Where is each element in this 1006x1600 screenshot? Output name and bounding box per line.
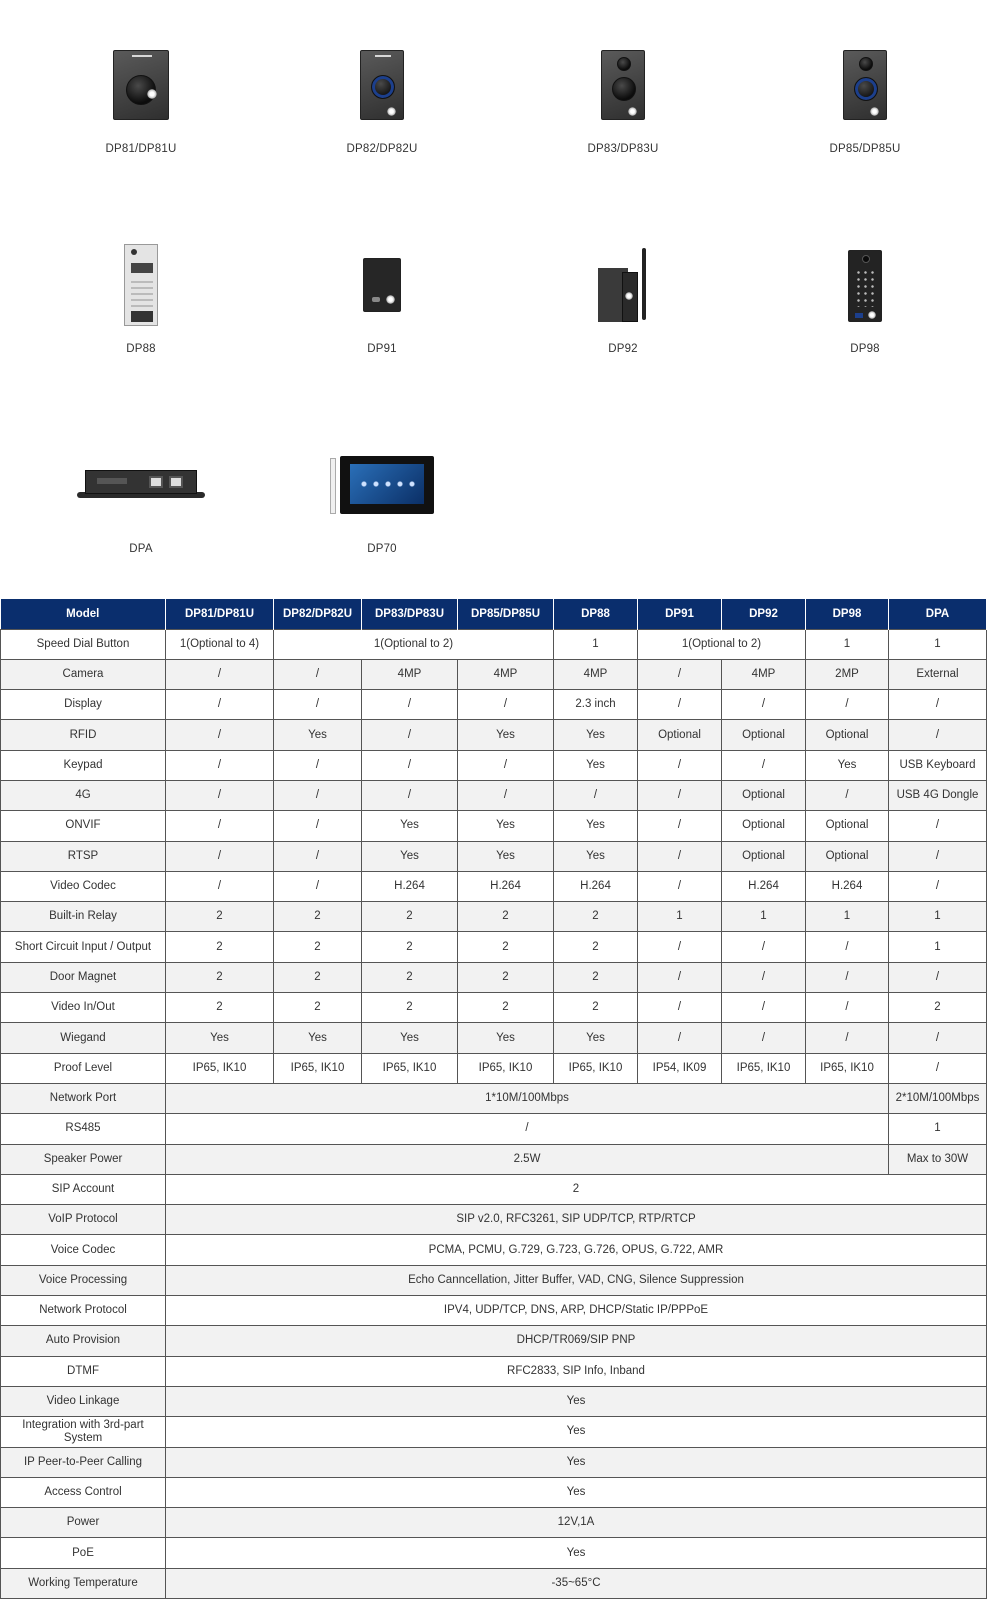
table-cell: IP65, IK10 — [362, 1053, 458, 1083]
table-row — [1, 1326, 987, 1356]
table-row — [1, 1356, 987, 1386]
table-row — [1, 1568, 987, 1598]
row-label: VoIP Protocol — [1, 1205, 166, 1235]
table-row — [1, 750, 987, 780]
product-name: DP81/DP81U — [105, 143, 177, 155]
table-cell: / — [638, 659, 722, 689]
row-label: Auto Provision — [1, 1326, 166, 1356]
spec-table — [0, 599, 987, 1599]
table-row — [1, 1053, 987, 1083]
table-cell: IP65, IK10 — [806, 1053, 889, 1083]
table-cell: IP65, IK10 — [458, 1053, 554, 1083]
table-cell: H.264 — [554, 871, 638, 901]
table-row — [1, 1265, 987, 1295]
table-cell: 4MP — [458, 659, 554, 689]
table-cell: 2 — [274, 993, 362, 1023]
table-cell: SIP v2.0, RFC3261, SIP UDP/TCP, RTP/RTCP — [166, 1205, 987, 1235]
table-cell: / — [274, 750, 362, 780]
table-cell: Yes — [362, 841, 458, 871]
row-label: Network Protocol — [1, 1296, 166, 1326]
table-cell: Echo Canncellation, Jitter Buffer, VAD, CNG, Silence Suppression — [166, 1265, 987, 1295]
table-cell: Yes — [362, 1023, 458, 1053]
table-cell: / — [722, 993, 806, 1023]
table-cell: Yes — [554, 841, 638, 871]
product-name: DP70 — [367, 543, 397, 555]
door-phone-dp98-icon — [848, 250, 882, 322]
table-row — [1, 1083, 987, 1113]
table-cell: / — [362, 750, 458, 780]
table-cell: External — [889, 659, 987, 689]
table-cell: Yes — [458, 720, 554, 750]
table-cell: / — [889, 720, 987, 750]
table-row — [1, 1023, 987, 1053]
table-cell: 2 — [362, 932, 458, 962]
door-phone-dp85-icon — [843, 50, 887, 120]
product-card-dp83[interactable] — [500, 0, 746, 170]
product-gallery — [0, 0, 1006, 598]
door-phone-dp81-icon — [113, 50, 169, 120]
row-label: ONVIF — [1, 811, 166, 841]
table-cell: PCMA, PCMU, G.729, G.723, G.726, OPUS, G.722, AMR — [166, 1235, 987, 1265]
table-cell: / — [166, 659, 274, 689]
row-label: Working Temperature — [1, 1568, 166, 1598]
product-name: DP91 — [367, 343, 397, 355]
table-cell: / — [166, 1114, 889, 1144]
table-cell: Yes — [166, 1447, 987, 1477]
table-cell: 2 — [166, 1174, 987, 1204]
table-cell: / — [638, 690, 722, 720]
table-cell: IP65, IK10 — [274, 1053, 362, 1083]
table-row — [1, 1477, 987, 1507]
row-label: Speaker Power — [1, 1144, 166, 1174]
table-row — [1, 1447, 987, 1477]
column-header: DP81/DP81U — [166, 599, 274, 629]
table-cell: Optional — [722, 841, 806, 871]
table-cell: / — [274, 841, 362, 871]
table-cell: / — [274, 780, 362, 810]
table-cell: / — [806, 780, 889, 810]
table-cell: H.264 — [806, 871, 889, 901]
table-row — [1, 932, 987, 962]
table-row — [1, 1235, 987, 1265]
table-cell: 2 — [274, 932, 362, 962]
table-cell: / — [806, 962, 889, 992]
table-cell: 2 — [554, 932, 638, 962]
table-cell: / — [806, 993, 889, 1023]
column-header: DP91 — [638, 599, 722, 629]
table-cell: Yes — [362, 811, 458, 841]
table-cell: / — [554, 780, 638, 810]
table-cell: / — [458, 690, 554, 720]
adapter-box-icon — [77, 468, 205, 502]
table-cell: / — [166, 720, 274, 750]
table-row — [1, 690, 987, 720]
table-cell: / — [638, 932, 722, 962]
table-cell: / — [722, 962, 806, 992]
table-cell: Yes — [166, 1023, 274, 1053]
table-cell: / — [638, 780, 722, 810]
product-card-dp81[interactable] — [18, 0, 264, 170]
row-label: RTSP — [1, 841, 166, 871]
row-label: 4G — [1, 780, 166, 810]
table-cell: H.264 — [362, 871, 458, 901]
table-cell: Yes — [274, 720, 362, 750]
table-cell: 1 — [889, 902, 987, 932]
table-cell: USB Keyboard — [889, 750, 987, 780]
table-cell: 1 — [889, 932, 987, 962]
table-row — [1, 841, 987, 871]
door-phone-dp88-icon — [124, 244, 158, 326]
table-cell: 1(Optional to 4) — [166, 629, 274, 659]
column-header: DPA — [889, 599, 987, 629]
table-cell: Max to 30W — [889, 1144, 987, 1174]
table-cell: / — [638, 811, 722, 841]
product-name: DPA — [129, 543, 153, 555]
table-cell: / — [166, 780, 274, 810]
table-cell: 2 — [166, 962, 274, 992]
table-cell: / — [638, 871, 722, 901]
product-name: DP82/DP82U — [346, 143, 418, 155]
row-label: Voice Codec — [1, 1235, 166, 1265]
product-name: DP98 — [850, 343, 880, 355]
table-cell: Optional — [806, 841, 889, 871]
table-cell: 2 — [362, 993, 458, 1023]
table-cell: IP54, IK09 — [638, 1053, 722, 1083]
table-row — [1, 1114, 987, 1144]
table-cell: 2 — [554, 902, 638, 932]
table-cell: Yes — [554, 720, 638, 750]
table-row — [1, 811, 987, 841]
table-cell: 2 — [166, 932, 274, 962]
table-cell: / — [362, 690, 458, 720]
table-cell: Yes — [458, 1023, 554, 1053]
row-label: Display — [1, 690, 166, 720]
door-phone-dp91-icon — [363, 258, 401, 312]
table-cell: 2*10M/100Mbps — [889, 1083, 987, 1113]
table-cell: Yes — [166, 1417, 987, 1447]
table-cell: USB 4G Dongle — [889, 780, 987, 810]
table-cell: Optional — [722, 720, 806, 750]
table-row — [1, 1417, 987, 1447]
table-row — [1, 1508, 987, 1538]
table-cell: / — [889, 871, 987, 901]
table-cell: / — [889, 690, 987, 720]
table-cell: / — [806, 690, 889, 720]
row-label: Door Magnet — [1, 962, 166, 992]
table-row — [1, 659, 987, 689]
table-cell: / — [166, 690, 274, 720]
table-cell: 1 — [806, 902, 889, 932]
table-row — [1, 720, 987, 750]
table-cell: 1 — [722, 902, 806, 932]
table-cell: / — [638, 750, 722, 780]
table-row — [1, 1205, 987, 1235]
table-cell: Yes — [166, 1477, 987, 1507]
table-cell: 1 — [889, 1114, 987, 1144]
table-cell: / — [274, 811, 362, 841]
door-phone-dp83-icon — [601, 50, 645, 120]
table-cell: / — [806, 1023, 889, 1053]
table-cell: 2 — [166, 993, 274, 1023]
table-row — [1, 1296, 987, 1326]
table-cell: / — [722, 1023, 806, 1053]
column-header: DP92 — [722, 599, 806, 629]
column-header: DP82/DP82U — [274, 599, 362, 629]
table-cell: 2 — [458, 962, 554, 992]
table-cell: / — [889, 962, 987, 992]
table-row — [1, 962, 987, 992]
table-cell: RFC2833, SIP Info, Inband — [166, 1356, 987, 1386]
table-cell: / — [722, 932, 806, 962]
row-label: Video Linkage — [1, 1386, 166, 1416]
table-cell: IP65, IK10 — [166, 1053, 274, 1083]
table-cell: DHCP/TR069/SIP PNP — [166, 1326, 987, 1356]
table-cell: / — [166, 811, 274, 841]
row-label: IP Peer-to-Peer Calling — [1, 1447, 166, 1477]
column-header: DP83/DP83U — [362, 599, 458, 629]
table-cell: 12V,1A — [166, 1508, 987, 1538]
row-label: Network Port — [1, 1083, 166, 1113]
product-name: DP85/DP85U — [829, 143, 901, 155]
table-cell: / — [274, 871, 362, 901]
row-label: Integration with 3rd-part System — [1, 1417, 166, 1447]
row-label: Proof Level — [1, 1053, 166, 1083]
table-cell: / — [722, 690, 806, 720]
table-cell: / — [362, 720, 458, 750]
table-cell: 1 — [806, 629, 889, 659]
table-cell: Yes — [554, 1023, 638, 1053]
table-row — [1, 780, 987, 810]
table-cell: 2 — [554, 993, 638, 1023]
product-card-dp85[interactable] — [742, 0, 988, 170]
table-cell: IPV4, UDP/TCP, DNS, ARP, DHCP/Static IP/PPPoE — [166, 1296, 987, 1326]
row-label: SIP Account — [1, 1174, 166, 1204]
column-header: DP88 — [554, 599, 638, 629]
row-label: Video Codec — [1, 871, 166, 901]
table-cell: -35~65°C — [166, 1568, 987, 1598]
spec-table-body — [1, 629, 987, 1599]
table-cell: Optional — [638, 720, 722, 750]
table-cell: 2MP — [806, 659, 889, 689]
product-card-dp88[interactable] — [18, 200, 264, 370]
table-cell: Yes — [554, 811, 638, 841]
product-card-dp98[interactable] — [742, 200, 988, 370]
table-cell: / — [166, 841, 274, 871]
table-cell: 1*10M/100Mbps — [166, 1083, 889, 1113]
door-phone-dp82-icon — [360, 50, 404, 120]
table-row — [1, 1386, 987, 1416]
table-cell: 2.3 inch — [554, 690, 638, 720]
table-cell: 1(Optional to 2) — [638, 629, 806, 659]
table-cell: / — [638, 841, 722, 871]
table-cell: Optional — [722, 811, 806, 841]
table-cell: 1(Optional to 2) — [274, 629, 554, 659]
row-label: PoE — [1, 1538, 166, 1568]
table-cell: 2 — [554, 962, 638, 992]
row-label: Built-in Relay — [1, 902, 166, 932]
table-row — [1, 1174, 987, 1204]
table-row — [1, 871, 987, 901]
indoor-monitor-icon — [330, 456, 434, 516]
product-name: DP92 — [608, 343, 638, 355]
table-cell: / — [889, 1023, 987, 1053]
product-card-dp70[interactable] — [259, 400, 505, 570]
column-header-model: Model — [1, 599, 166, 629]
table-cell: Yes — [458, 811, 554, 841]
table-cell: Yes — [274, 1023, 362, 1053]
table-cell: 2 — [274, 902, 362, 932]
table-cell: 4MP — [722, 659, 806, 689]
table-cell: 2 — [362, 962, 458, 992]
table-cell: H.264 — [722, 871, 806, 901]
table-cell: / — [458, 780, 554, 810]
table-cell: / — [806, 932, 889, 962]
spec-table-header — [1, 599, 987, 629]
table-cell: Optional — [806, 720, 889, 750]
table-cell: Yes — [166, 1538, 987, 1568]
column-header: DP98 — [806, 599, 889, 629]
table-cell: / — [889, 841, 987, 871]
table-cell: Optional — [722, 780, 806, 810]
table-cell: / — [638, 962, 722, 992]
table-cell: / — [889, 811, 987, 841]
table-cell: IP65, IK10 — [554, 1053, 638, 1083]
table-row — [1, 629, 987, 659]
product-card-dpa[interactable] — [18, 400, 264, 570]
table-cell: / — [722, 750, 806, 780]
row-label: Voice Processing — [1, 1265, 166, 1295]
row-label: RS485 — [1, 1114, 166, 1144]
table-cell: / — [638, 1023, 722, 1053]
table-cell: / — [274, 659, 362, 689]
table-row — [1, 993, 987, 1023]
table-cell: 1 — [554, 629, 638, 659]
table-cell: / — [274, 690, 362, 720]
table-cell: 2 — [458, 902, 554, 932]
table-cell: Optional — [806, 811, 889, 841]
row-label: Speed Dial Button — [1, 629, 166, 659]
table-cell: / — [362, 780, 458, 810]
table-cell: H.264 — [458, 871, 554, 901]
header-row — [1, 599, 987, 629]
row-label: Keypad — [1, 750, 166, 780]
table-row — [1, 1144, 987, 1174]
table-cell: / — [638, 993, 722, 1023]
row-label: Camera — [1, 659, 166, 689]
table-cell: 2 — [458, 993, 554, 1023]
door-phone-dp92-icon — [594, 246, 652, 322]
table-cell: 4MP — [554, 659, 638, 689]
table-cell: 2 — [458, 932, 554, 962]
table-cell: / — [458, 750, 554, 780]
row-label: Video In/Out — [1, 993, 166, 1023]
table-cell: 2 — [889, 993, 987, 1023]
table-cell: / — [166, 871, 274, 901]
table-cell: / — [889, 1053, 987, 1083]
table-cell: 2 — [274, 962, 362, 992]
table-cell: 2 — [362, 902, 458, 932]
table-cell: 4MP — [362, 659, 458, 689]
table-cell: 2 — [166, 902, 274, 932]
row-label: RFID — [1, 720, 166, 750]
product-name: DP88 — [126, 343, 156, 355]
table-cell: Yes — [806, 750, 889, 780]
table-cell: Yes — [458, 841, 554, 871]
product-name: DP83/DP83U — [587, 143, 659, 155]
row-label: Access Control — [1, 1477, 166, 1507]
product-card-dp92[interactable] — [500, 200, 746, 370]
row-label: DTMF — [1, 1356, 166, 1386]
column-header: DP85/DP85U — [458, 599, 554, 629]
table-cell: / — [166, 750, 274, 780]
product-card-dp82[interactable] — [259, 0, 505, 170]
table-cell: 1 — [638, 902, 722, 932]
table-cell: Yes — [554, 750, 638, 780]
table-cell: 2.5W — [166, 1144, 889, 1174]
table-row — [1, 1538, 987, 1568]
table-cell: Yes — [166, 1386, 987, 1416]
product-card-dp91[interactable] — [259, 200, 505, 370]
row-label: Short Circuit Input / Output — [1, 932, 166, 962]
table-cell: IP65, IK10 — [722, 1053, 806, 1083]
table-cell: 1 — [889, 629, 987, 659]
row-label: Wiegand — [1, 1023, 166, 1053]
table-row — [1, 902, 987, 932]
row-label: Power — [1, 1508, 166, 1538]
